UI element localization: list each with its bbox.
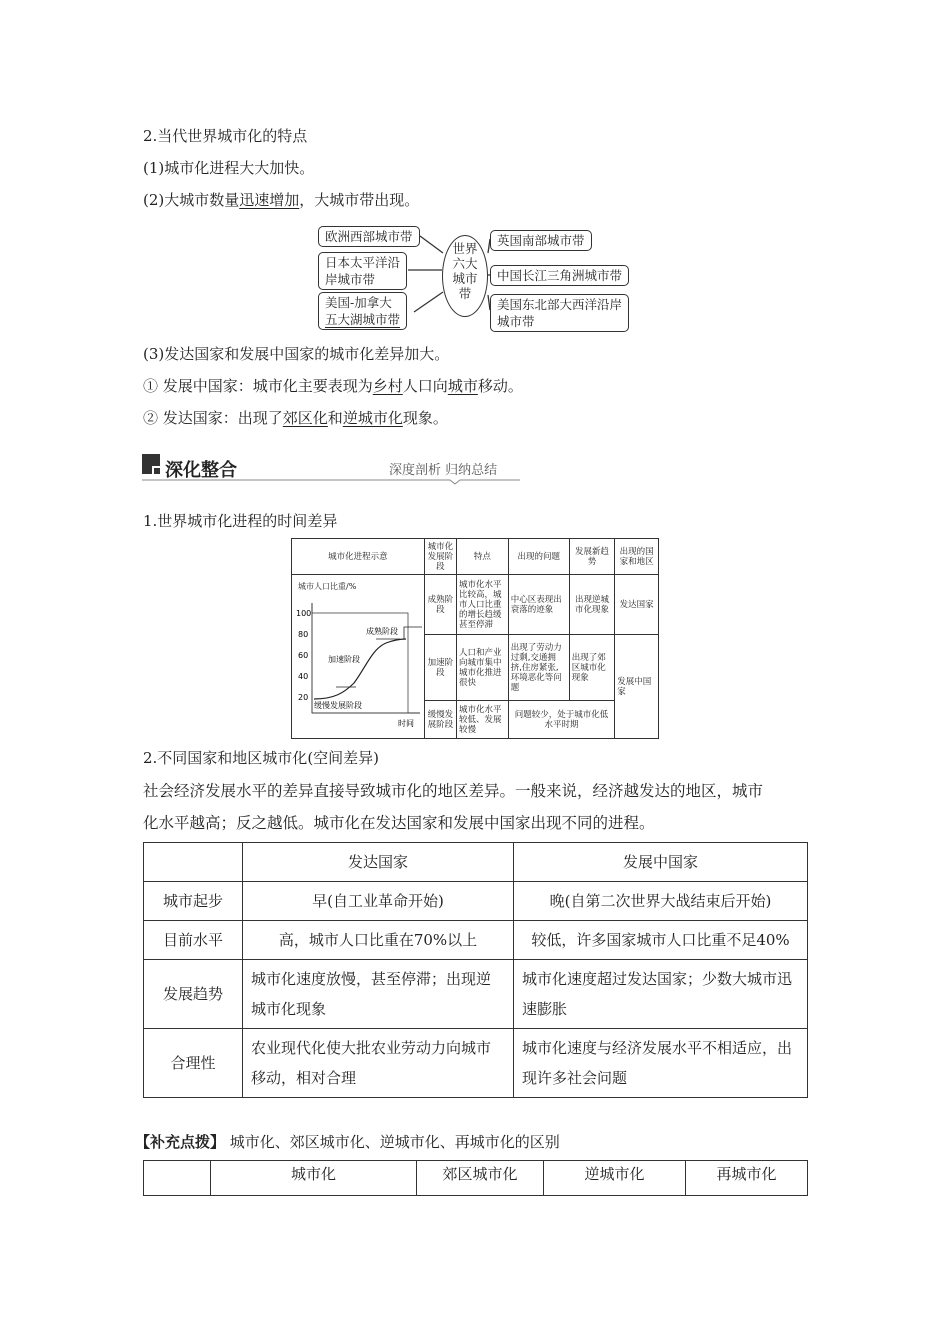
table-cell: 出现了劳动力过剩,交通拥挤,住房紧张,环境恶化等问题 xyxy=(508,635,569,701)
urbanization-curve-chart xyxy=(294,575,422,735)
table-cell: 晚(自第二次世界大战结束后开始) xyxy=(514,882,808,921)
table-header xyxy=(144,843,243,882)
node-label: 欧洲西部城市带 xyxy=(325,229,413,244)
section-heading: 2.不同国家和地区城市化(空间差异) xyxy=(143,749,380,767)
text: ，大城市带出现。 xyxy=(299,191,420,209)
paragraph: (1)城市化进程大大加快。 xyxy=(143,159,315,177)
table-header xyxy=(144,1161,211,1196)
text: 人口向 xyxy=(402,377,448,395)
mindmap-center xyxy=(442,235,488,317)
table-cell: 城市化速度放慢，甚至停滞；出现逆城市化现象 xyxy=(243,960,514,1029)
process-chart-cell xyxy=(292,575,425,739)
stage-label: 成熟阶段 xyxy=(365,627,398,636)
node-label: 城市带 xyxy=(497,314,535,329)
node-label: 英国南部城市带 xyxy=(497,233,585,248)
table-cell: 出现逆城市化现象 xyxy=(569,575,615,635)
section-subtitle: 深度剖析 归纳总结 xyxy=(389,463,498,478)
text: 现象。 xyxy=(402,409,448,427)
table-cell: 较低，许多国家城市人口比重不足40% xyxy=(514,921,808,960)
table-header: 郊区城市化 xyxy=(417,1161,544,1196)
supplement-tag: 【补充点拨】 xyxy=(135,1133,226,1151)
mindmap-right-node xyxy=(490,265,629,286)
mindmap-left-node xyxy=(318,292,407,330)
y-tick: 100 xyxy=(295,609,312,618)
table-cell: 发展中国家 xyxy=(615,635,659,739)
node-label: 美国-加拿大 xyxy=(325,295,392,310)
center-label: 世界 xyxy=(452,241,478,256)
table-cell: 早(自工业革命开始) xyxy=(243,882,514,921)
table-header: 逆城市化 xyxy=(544,1161,686,1196)
underlined-text: 郊区化 xyxy=(282,409,328,427)
underlined-text: 逆城市化 xyxy=(342,409,403,427)
center-label: 带 xyxy=(458,286,472,301)
supplement-line xyxy=(135,1131,560,1152)
table-header: 发展新趋势 xyxy=(569,539,615,575)
center-label: 城市 xyxy=(452,271,478,286)
center-label: 六大 xyxy=(452,256,478,271)
section-heading: 2.当代世界城市化的特点 xyxy=(143,127,308,145)
section-divider xyxy=(142,476,522,486)
section-marker-icon xyxy=(142,454,162,476)
development-comparison-table xyxy=(143,842,808,1098)
paragraph xyxy=(143,189,419,210)
table-cell: 加速阶段 xyxy=(424,635,456,701)
table-cell: 城市化水平比较高，城市人口比重的增长趋缓甚至停滞 xyxy=(457,575,509,635)
mindmap-left-node xyxy=(318,226,420,247)
section-heading: 1.世界城市化进程的时间差异 xyxy=(143,512,338,530)
y-tick: 40 xyxy=(297,672,309,681)
node-label: 五大湖城市带 xyxy=(325,312,401,327)
row-label: 目前水平 xyxy=(144,921,243,960)
table-header: 发达国家 xyxy=(243,843,514,882)
text: 和 xyxy=(327,409,343,427)
table-cell: 城市化速度超过发达国家；少数大城市迅速膨胀 xyxy=(514,960,808,1029)
node-label: 岸城市带 xyxy=(325,272,376,287)
table-cell: 缓慢发展阶段 xyxy=(424,701,456,739)
paragraph xyxy=(143,375,523,396)
table-header: 特点 xyxy=(457,539,509,575)
table-header: 再城市化 xyxy=(686,1161,808,1196)
underlined-text: 城市 xyxy=(447,377,478,395)
table-header: 出现的问题 xyxy=(508,539,569,575)
supplement-text: 城市化、郊区城市化、逆城市化、再城市化的区别 xyxy=(229,1133,560,1151)
underlined-text: 迅速增加 xyxy=(239,191,300,209)
mindmap-right-node xyxy=(490,230,592,251)
row-label: 城市起步 xyxy=(144,882,243,921)
table-cell: 人口和产业向城市集中城市化推进很快 xyxy=(457,635,509,701)
paragraph: (3)发达国家和发展中国家的城市化差异加大。 xyxy=(143,345,450,363)
table-cell: 高，城市人口比重在70%以上 xyxy=(243,921,514,960)
table-cell: 成熟阶段 xyxy=(424,575,456,635)
text: 移动。 xyxy=(477,377,523,395)
table-cell: 城市化水平较低、发展较慢 xyxy=(457,701,509,739)
paragraph xyxy=(143,407,448,428)
table-cell: 农业现代化使大批农业劳动力向城市移动，相对合理 xyxy=(243,1029,514,1098)
table-header: 发展中国家 xyxy=(514,843,808,882)
stage-label: 加速阶段 xyxy=(327,655,360,664)
underlined-text: 乡村 xyxy=(372,377,403,395)
row-label: 合理性 xyxy=(144,1029,243,1098)
table-header: 出现的国家和地区 xyxy=(615,539,659,575)
table-header: 城市化发展阶段 xyxy=(424,539,456,575)
urbanization-process-table xyxy=(291,538,659,739)
chart-ylabel: 城市人口比重/% xyxy=(297,582,357,591)
paragraph: 社会经济发展水平的差异直接导致城市化的地区差异。一般来说，经济越发达的地区，城市 xyxy=(143,782,764,800)
text: ① 发展中国家：城市化主要表现为 xyxy=(143,377,373,395)
text: (2)大城市数量 xyxy=(143,191,240,209)
node-label: 美国东北部大西洋沿岸 xyxy=(497,297,623,312)
table-cell: 城市化速度与经济发展水平不相适应，出现许多社会问题 xyxy=(514,1029,808,1098)
section-title: 深化整合 xyxy=(165,460,237,481)
table-header: 城市化 xyxy=(211,1161,417,1196)
y-tick: 20 xyxy=(297,693,309,702)
stage-label: 缓慢发展阶段 xyxy=(313,701,362,710)
table-cell: 发达国家 xyxy=(615,575,659,635)
urbanization-curve xyxy=(314,639,406,699)
y-tick: 80 xyxy=(297,630,309,639)
table-header: 城市化进程示意 xyxy=(292,539,425,575)
table-cell: 问题较少，处于城市化低水平时期 xyxy=(508,701,615,739)
table-cell: 出现了郊区城市化现象 xyxy=(569,635,615,701)
row-label: 发展趋势 xyxy=(144,960,243,1029)
paragraph: 化水平越高；反之越低。城市化在发达国家和发展中国家出现不同的进程。 xyxy=(143,814,655,832)
leader-line xyxy=(404,627,422,639)
node-label: 中国长江三角洲城市带 xyxy=(497,268,623,283)
mindmap-left-node xyxy=(318,252,407,290)
node-label: 日本太平洋沿 xyxy=(325,255,401,270)
mindmap-right-node xyxy=(490,294,629,332)
supplement-table xyxy=(143,1160,808,1196)
y-tick: 60 xyxy=(297,651,309,660)
chart-xlabel: 时间 xyxy=(397,719,414,728)
text: ② 发达国家：出现了 xyxy=(143,409,283,427)
table-cell: 中心区表现出衰落的迹象 xyxy=(508,575,569,635)
